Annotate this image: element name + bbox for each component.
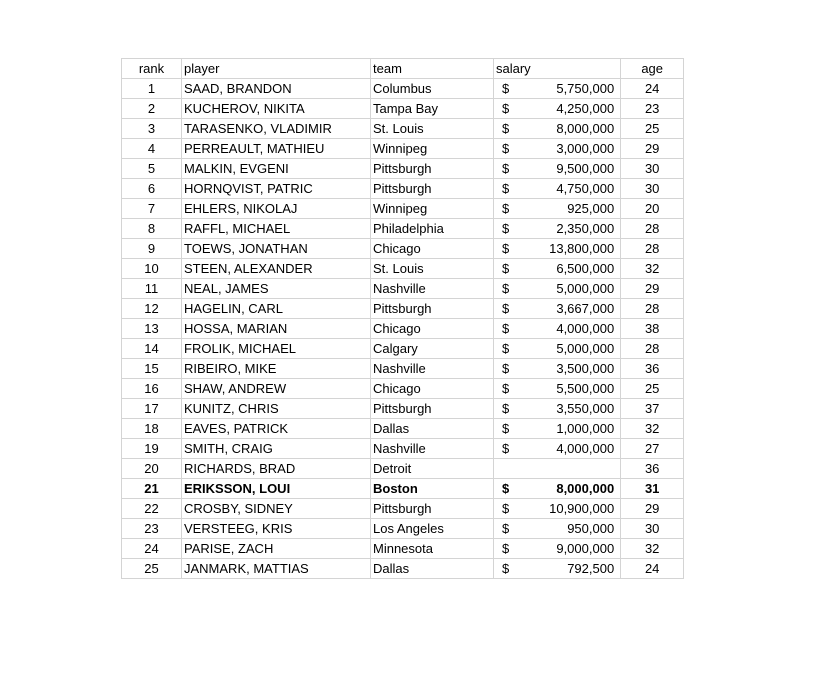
currency-cell[interactable]: $ (494, 419, 531, 439)
salary-cell[interactable]: 3,550,000 (531, 399, 621, 419)
rank-cell[interactable]: 19 (122, 439, 182, 459)
currency-cell[interactable]: $ (494, 399, 531, 419)
salary-cell[interactable]: 925,000 (531, 199, 621, 219)
team-cell[interactable]: Pittsburgh (371, 499, 494, 519)
salary-cell[interactable]: 5,000,000 (531, 339, 621, 359)
table-row (122, 79, 684, 99)
rank-cell[interactable]: 23 (122, 519, 182, 539)
player-cell[interactable]: EAVES, PATRICK (182, 419, 371, 439)
salary-cell[interactable]: 6,500,000 (531, 259, 621, 279)
salary-cell[interactable]: 4,750,000 (531, 179, 621, 199)
currency-cell[interactable]: $ (494, 519, 531, 539)
age-cell[interactable]: 27 (621, 439, 684, 459)
currency-cell[interactable]: $ (494, 359, 531, 379)
rank-cell[interactable]: 24 (122, 539, 182, 559)
table-row (122, 419, 684, 439)
table-row (122, 179, 684, 199)
team-cell[interactable]: Dallas (371, 419, 494, 439)
rank-cell[interactable]: 3 (122, 119, 182, 139)
rank-cell[interactable]: 18 (122, 419, 182, 439)
salary-cell[interactable]: 13,800,000 (531, 239, 621, 259)
age-cell[interactable]: 29 (621, 499, 684, 519)
header-row (122, 59, 684, 79)
age-cell[interactable]: 30 (621, 179, 684, 199)
currency-cell[interactable] (494, 459, 531, 479)
currency-cell[interactable]: $ (494, 539, 531, 559)
player-cell[interactable]: FROLIK, MICHAEL (182, 339, 371, 359)
header-age[interactable]: age (621, 59, 684, 79)
rank-cell[interactable]: 5 (122, 159, 182, 179)
age-cell[interactable]: 36 (621, 459, 684, 479)
rank-cell[interactable]: 25 (122, 559, 182, 579)
header-player[interactable]: player (182, 59, 371, 79)
currency-cell[interactable]: $ (494, 319, 531, 339)
currency-cell[interactable]: $ (494, 159, 531, 179)
table-row (122, 119, 684, 139)
player-cell[interactable]: SAAD, BRANDON (182, 79, 371, 99)
salary-cell[interactable]: 3,500,000 (531, 359, 621, 379)
team-cell[interactable]: Winnipeg (371, 139, 494, 159)
rank-cell[interactable]: 6 (122, 179, 182, 199)
team-cell[interactable]: Columbus (371, 79, 494, 99)
currency-cell[interactable]: $ (494, 99, 531, 119)
header-team[interactable]: team (371, 59, 494, 79)
player-cell[interactable]: ERIKSSON, LOUI (182, 479, 371, 499)
currency-cell[interactable]: $ (494, 139, 531, 159)
player-cell[interactable]: TARASENKO, VLADIMIR (182, 119, 371, 139)
player-cell[interactable]: RAFFL, MICHAEL (182, 219, 371, 239)
team-cell[interactable]: Los Angeles (371, 519, 494, 539)
rank-cell[interactable]: 22 (122, 499, 182, 519)
age-cell[interactable]: 32 (621, 539, 684, 559)
age-cell[interactable]: 24 (621, 79, 684, 99)
table-row (122, 359, 684, 379)
age-cell[interactable]: 37 (621, 399, 684, 419)
age-cell[interactable]: 28 (621, 299, 684, 319)
salary-cell[interactable]: 4,000,000 (531, 439, 621, 459)
team-cell[interactable]: Calgary (371, 339, 494, 359)
table-row (122, 399, 684, 419)
team-cell[interactable]: Pittsburgh (371, 399, 494, 419)
player-cell[interactable]: PARISE, ZACH (182, 539, 371, 559)
rank-cell[interactable]: 15 (122, 359, 182, 379)
rank-cell[interactable]: 2 (122, 99, 182, 119)
salary-cell[interactable]: 8,000,000 (531, 119, 621, 139)
table-row (122, 499, 684, 519)
salary-cell[interactable]: 9,000,000 (531, 539, 621, 559)
header-rank[interactable]: rank (122, 59, 182, 79)
currency-cell[interactable]: $ (494, 499, 531, 519)
rank-cell[interactable]: 12 (122, 299, 182, 319)
team-cell[interactable]: Nashville (371, 279, 494, 299)
table-row (122, 219, 684, 239)
currency-cell[interactable]: $ (494, 219, 531, 239)
player-cell[interactable]: KUNITZ, CHRIS (182, 399, 371, 419)
team-cell[interactable]: Philadelphia (371, 219, 494, 239)
player-cell[interactable]: HORNQVIST, PATRIC (182, 179, 371, 199)
salary-cell[interactable]: 9,500,000 (531, 159, 621, 179)
salary-cell[interactable]: 4,250,000 (531, 99, 621, 119)
team-cell[interactable]: Pittsburgh (371, 159, 494, 179)
age-cell[interactable]: 20 (621, 199, 684, 219)
table-row (122, 139, 684, 159)
player-cell[interactable]: PERREAULT, MATHIEU (182, 139, 371, 159)
age-cell[interactable]: 36 (621, 359, 684, 379)
player-cell[interactable]: MALKIN, EVGENI (182, 159, 371, 179)
players-table (121, 58, 684, 579)
salary-cell[interactable] (531, 459, 621, 479)
rank-cell[interactable]: 20 (122, 459, 182, 479)
team-cell[interactable]: Chicago (371, 379, 494, 399)
rank-cell[interactable]: 16 (122, 379, 182, 399)
header-salary-spacer[interactable] (531, 59, 621, 79)
age-cell[interactable]: 32 (621, 419, 684, 439)
salary-cell[interactable]: 5,500,000 (531, 379, 621, 399)
player-cell[interactable]: KUCHEROV, NIKITA (182, 99, 371, 119)
salary-cell[interactable]: 1,000,000 (531, 419, 621, 439)
rank-cell[interactable]: 21 (122, 479, 182, 499)
player-cell[interactable]: HOSSA, MARIAN (182, 319, 371, 339)
currency-cell[interactable]: $ (494, 239, 531, 259)
table-row (122, 279, 684, 299)
age-cell[interactable]: 23 (621, 99, 684, 119)
team-cell[interactable]: Chicago (371, 239, 494, 259)
rank-cell[interactable]: 17 (122, 399, 182, 419)
currency-cell[interactable]: $ (494, 379, 531, 399)
salary-cell[interactable]: 4,000,000 (531, 319, 621, 339)
rank-cell[interactable]: 11 (122, 279, 182, 299)
player-cell[interactable]: CROSBY, SIDNEY (182, 499, 371, 519)
age-cell[interactable]: 24 (621, 559, 684, 579)
currency-cell[interactable]: $ (494, 299, 531, 319)
table-row (122, 199, 684, 219)
rank-cell[interactable]: 13 (122, 319, 182, 339)
player-cell[interactable]: TOEWS, JONATHAN (182, 239, 371, 259)
currency-cell[interactable]: $ (494, 199, 531, 219)
table-row (122, 239, 684, 259)
age-cell[interactable]: 38 (621, 319, 684, 339)
rank-cell[interactable]: 10 (122, 259, 182, 279)
currency-cell[interactable]: $ (494, 179, 531, 199)
team-cell[interactable]: Pittsburgh (371, 179, 494, 199)
table-body (122, 79, 684, 579)
age-cell[interactable]: 25 (621, 119, 684, 139)
salary-cell[interactable]: 950,000 (531, 519, 621, 539)
player-cell[interactable]: RICHARDS, BRAD (182, 459, 371, 479)
rank-cell[interactable]: 9 (122, 239, 182, 259)
currency-cell[interactable]: $ (494, 559, 531, 579)
table-row (122, 539, 684, 559)
currency-cell[interactable]: $ (494, 279, 531, 299)
team-cell[interactable]: Nashville (371, 359, 494, 379)
currency-cell[interactable]: $ (494, 339, 531, 359)
salary-cell[interactable]: 8,000,000 (531, 479, 621, 499)
player-cell[interactable]: SMITH, CRAIG (182, 439, 371, 459)
rank-cell[interactable]: 1 (122, 79, 182, 99)
player-cell[interactable]: JANMARK, MATTIAS (182, 559, 371, 579)
team-cell[interactable]: Chicago (371, 319, 494, 339)
salary-cell[interactable]: 5,000,000 (531, 279, 621, 299)
table-row (122, 439, 684, 459)
table-row (122, 379, 684, 399)
player-cell[interactable]: NEAL, JAMES (182, 279, 371, 299)
team-cell[interactable]: Tampa Bay (371, 99, 494, 119)
table-row (122, 459, 684, 479)
age-cell[interactable]: 28 (621, 339, 684, 359)
age-cell[interactable]: 31 (621, 479, 684, 499)
team-cell[interactable]: St. Louis (371, 119, 494, 139)
currency-cell[interactable]: $ (494, 79, 531, 99)
table-row (122, 159, 684, 179)
team-cell[interactable]: Nashville (371, 439, 494, 459)
salary-cell[interactable]: 3,667,000 (531, 299, 621, 319)
team-cell[interactable]: Boston (371, 479, 494, 499)
salary-cell[interactable]: 5,750,000 (531, 79, 621, 99)
salary-cell[interactable]: 10,900,000 (531, 499, 621, 519)
player-cell[interactable]: EHLERS, NIKOLAJ (182, 199, 371, 219)
team-cell[interactable]: Dallas (371, 559, 494, 579)
age-cell[interactable]: 30 (621, 519, 684, 539)
table-row (122, 319, 684, 339)
age-cell[interactable]: 29 (621, 279, 684, 299)
age-cell[interactable]: 29 (621, 139, 684, 159)
table-row (122, 259, 684, 279)
age-cell[interactable]: 28 (621, 219, 684, 239)
salary-cell[interactable]: 2,350,000 (531, 219, 621, 239)
player-cell[interactable]: STEEN, ALEXANDER (182, 259, 371, 279)
team-cell[interactable]: Detroit (371, 459, 494, 479)
currency-cell[interactable]: $ (494, 259, 531, 279)
age-cell[interactable]: 28 (621, 239, 684, 259)
table-row (122, 519, 684, 539)
age-cell[interactable]: 25 (621, 379, 684, 399)
age-cell[interactable]: 30 (621, 159, 684, 179)
rank-cell[interactable]: 7 (122, 199, 182, 219)
player-cell[interactable]: SHAW, ANDREW (182, 379, 371, 399)
team-cell[interactable]: Winnipeg (371, 199, 494, 219)
currency-cell[interactable]: $ (494, 439, 531, 459)
player-cell[interactable]: VERSTEEG, KRIS (182, 519, 371, 539)
header-salary[interactable]: salary (494, 59, 531, 79)
table-row (122, 339, 684, 359)
table-row (122, 299, 684, 319)
rank-cell[interactable]: 14 (122, 339, 182, 359)
table-row (122, 479, 684, 499)
player-cell[interactable]: HAGELIN, CARL (182, 299, 371, 319)
age-cell[interactable]: 32 (621, 259, 684, 279)
salary-cell[interactable]: 3,000,000 (531, 139, 621, 159)
rank-cell[interactable]: 8 (122, 219, 182, 239)
table-row (122, 99, 684, 119)
team-cell[interactable]: Pittsburgh (371, 299, 494, 319)
team-cell[interactable]: St. Louis (371, 259, 494, 279)
table-row (122, 559, 684, 579)
team-cell[interactable]: Minnesota (371, 539, 494, 559)
currency-cell[interactable]: $ (494, 119, 531, 139)
currency-cell[interactable]: $ (494, 479, 531, 499)
salary-cell[interactable]: 792,500 (531, 559, 621, 579)
rank-cell[interactable]: 4 (122, 139, 182, 159)
player-cell[interactable]: RIBEIRO, MIKE (182, 359, 371, 379)
